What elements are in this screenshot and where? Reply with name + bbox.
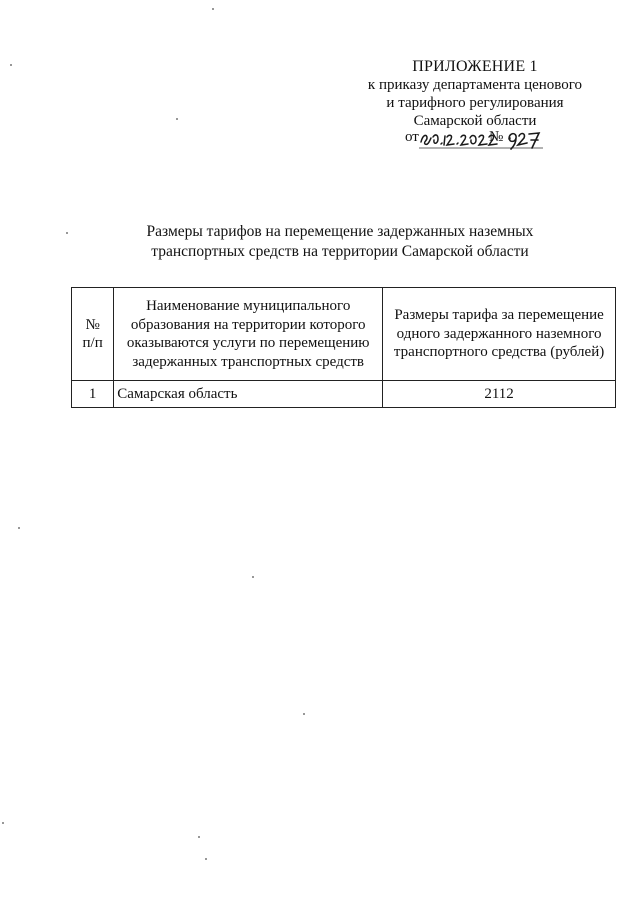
scan-speck (252, 576, 254, 578)
appendix-line-1: к приказу департамента ценового (367, 77, 583, 93)
header-tariff: Размеры тарифа за перемещение одного задержанного наземного транспортного средства (рублей) (383, 288, 616, 381)
header-municipality: Наименование муниципального образования на территории которого оказываются услуги по перемещению задержанных транспортных средств (114, 288, 383, 381)
table-header-row (72, 288, 616, 381)
appendix-header (330, 58, 620, 130)
scan-speck (2, 822, 4, 824)
date-prefix: от (405, 129, 419, 145)
order-date-number-line (405, 128, 565, 154)
document-title (60, 222, 620, 262)
header-number-symbol: № (85, 316, 100, 333)
header-number (72, 288, 114, 381)
table-row (72, 381, 616, 408)
scan-speck (18, 527, 20, 529)
scan-speck (176, 118, 178, 120)
scan-speck (10, 64, 12, 66)
scan-speck (205, 858, 207, 860)
scan-speck (198, 836, 200, 838)
number-prefix: № (489, 129, 504, 145)
row-tariff: 2112 (383, 381, 616, 408)
scan-speck (66, 232, 68, 234)
tariff-table (71, 287, 616, 408)
appendix-line-3: Самарской области (413, 113, 537, 129)
document-title-line-1: Размеры тарифов на перемещение задержанных наземных (146, 223, 534, 240)
row-municipality: Самарская область (114, 381, 383, 408)
document-title-line-2: транспортных средств на территории Самарской области (151, 243, 529, 260)
scan-speck (212, 8, 214, 10)
appendix-line-2: и тарифного регулирования (386, 95, 564, 111)
header-number-pp: п/п (82, 335, 103, 351)
row-number: 1 (72, 381, 114, 408)
appendix-title: ПРИЛОЖЕНИЕ 1 (412, 58, 538, 75)
handwritten-date-and-number (405, 128, 565, 154)
scan-speck (303, 713, 305, 715)
